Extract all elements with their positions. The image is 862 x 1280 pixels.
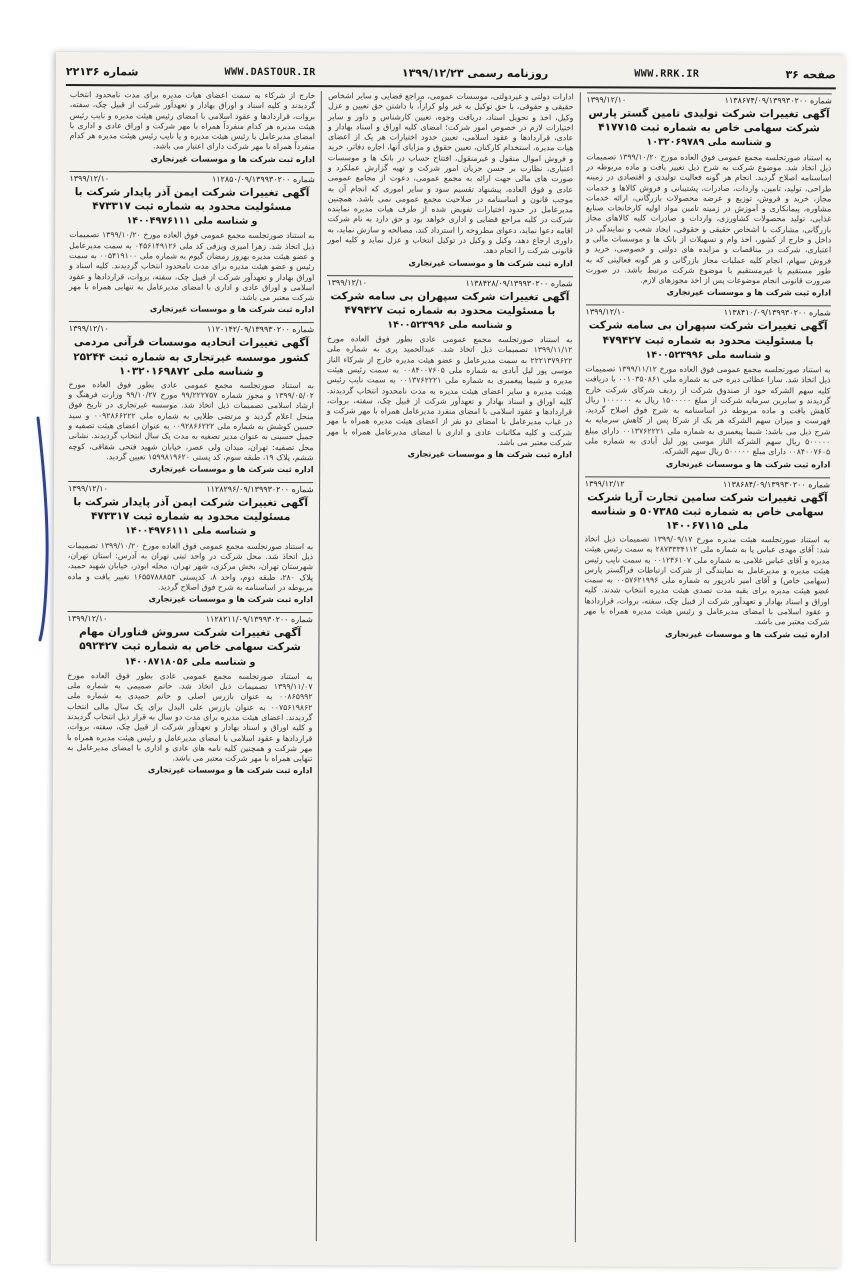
page-header: [66, 58, 836, 89]
notice-footer: اداره ثبت شرکت ها و موسسات غیرتجاری: [665, 459, 831, 469]
page-number: صفحه ۳۶: [785, 67, 836, 81]
notice-footer: اداره ثبت شرکت ها و موسسات غیرتجاری: [408, 258, 573, 268]
notice-date: ۱۳۹۹/۱۲/۱۰: [68, 484, 108, 494]
notice-date: ۱۳۹۹/۱۲/۱۰: [67, 614, 108, 624]
notice-title: آگهی تغییرات شرکت سپهران بی سامه شرکت با مسئولیت محدود به شماره ثبت ۴۷۹۴۲۷: [330, 289, 570, 317]
notice-meta: [69, 171, 314, 184]
notice-footer: اداره ثبت شرکت ها و موسسات غیرتجاری: [666, 288, 831, 298]
column-right: [574, 92, 837, 1243]
notice-block: [327, 275, 573, 460]
notice-block: [584, 476, 830, 639]
notice-number: شماره ۱۱۲۸۲۹۶/۰۹/۱۳۹۹۳۰۲۰۰: [206, 484, 314, 495]
notice-title: آگهی تغییرات شرکت ایمن آذر پایدار شرکت با مسئولیت محدود به شماره ثبت ۴۷۳۳۱۷: [74, 185, 310, 213]
notice-block: [70, 90, 316, 164]
notice-number: شماره ۱۱۲۸۲۱۱/۰۹/۱۳۹۹۳۰۲۰۰: [205, 614, 313, 625]
notice-date: ۱۳۹۹/۱۲/۱۰: [327, 277, 368, 287]
notice-number: شماره ۱۱۲۸۵۰/۰۹/۱۳۹۹۳۰۲۰۰: [211, 174, 315, 184]
notice-number: شماره ۱۱۳۸۴۱۰/۰۹/۱۳۹۹۳۰۲۰۰: [723, 308, 831, 318]
notice-date: ۱۳۹۹/۱۲/۱۰: [586, 95, 627, 105]
notice-footer: اداره ثبت شرکت ها و موسسات غیرتجاری: [148, 594, 313, 605]
notice-date: ۱۳۹۹/۱۲/۱۲: [584, 478, 625, 489]
column-middle: [316, 91, 579, 1242]
notice-date: ۱۳۹۹/۱۲/۱۰: [69, 173, 110, 183]
notice-subtitle: و شناسه ملی ۱۴۰۰۸۷۱۸۰۵۶: [124, 655, 256, 668]
newspaper-page: [51, 52, 846, 1267]
notice-number: شماره ۱۱۳۸۶۸۴/۰۹/۱۳۹۹۳۰۲۰۰: [722, 479, 831, 489]
notice-body: به استناد صورتجلسه هیئت مدیره مورخ ۱۳۹۹/۰۹/۱۷ تصمیمات ذیل اتخاذ شد: آقای مهدی عباس پا به شماره ملی ۲۸۷۳۳۳۴۱۱۲ به سمت رئیس هیئت مدیره و آقای عباس غلامی به شماره ملی ۰۰۱۲۴۶۱۰۷ به سمت نایب رئیس هیئت مدیره و مدیرعامل به نمایندگی از شرکت ارتباطات فراگستر پارس (سهامی خاص) و آقای امیر نادرپور به شماره ملی ۰۰۵۷۶۲۱۹۹۶ به سمت عضو هیئت مدیره برای بقیه مدت تصدی هیئت مدیره انتخاب شدند. کلیه اوراق و اسناد بهادار و تعهدآور شرکت از قبیل چک، سفته، بروات، قراردادها و عقود اسلامی با امضای مدیرعامل و رئیس هیئت مدیره همراه با مهر شرکت معتبر می باشد.: [584, 534, 830, 627]
notice-title: آگهی تغییرات شرکت سروش فناوران مهام شرکت سهامی خاص به شماره ثبت ۵۹۲۴۲۷: [79, 626, 302, 654]
notice-body: به استناد صورتجلسه مجمع عمومی عادی بطور فوق العاده مورخ ۱۳۹۹/۰۵/۰۲ و مجوز شماره ۹۹/۲۲۲۷۵۷ مورخ ۹۹/۱۰/۲۷ وزارت فرهنگ و ارشاد اسلامی تصمیمات ذیل اتخاذ شد. موسسه غیرتجاری در تاریخ فوق منحل اعلام گردید و مرتضی طلایی به شماره ملی ۰۰۹۲۸۶۶۲۲۲ و سید حسین کوشش به شماره ملی ۰۰۹۲۸۶۶۲۲۲ به عنوان اعضای هیئت تصفیه و جمیل حسینی به عنوان مدیر تصفیه به مدت یک سال انتخاب گردیدند. نشانی محل تصفیه: تهران، میدان ولی عصر، خیابان شهید فتحی شقاقی، کوچه ششم، پلاک ۱۹، طبقه سوم، کد پستی ۱۵۹۹۸۱۹۶۲۰ تعیین گردید.: [68, 379, 314, 462]
notice-footer: اداره ثبت شرکت ها و موسسات غیرتجاری: [147, 765, 313, 776]
notice-block: [585, 305, 831, 469]
notice-footer: اداره ثبت شرکت ها و موسسات غیرتجاری: [665, 629, 830, 639]
notice-block: [68, 481, 314, 604]
notice-subtitle: و شناسه ملی ۱۴۰۰۵۲۳۹۹۶: [387, 319, 513, 331]
column-left: [59, 90, 321, 1241]
notice-meta: [69, 321, 314, 334]
notice-title: آگهی تغییرات شرکت سپهران بی سامه شرکت با مسئولیت محدود به شماره ثبت ۴۷۹۴۲۷: [588, 319, 828, 347]
notice-block: [327, 91, 573, 268]
notice-body: ادارات دولتی و غیردولتی، موسسات عمومی، مراجع قضایی و سایر اشخاص حقیقی و حقوقی، با حق توکیل به غیر ولو کراراً، با داشتن حق تعیین و عزل وکیل، اخذ و تحویل اسناد، دریافت وجوه، تعیین کارشناس و داور و سایر اختیارات لازم در خصوص امور شرکت؛ امضای کلیه اوراق و اسناد بهادار و عادی، قراردادها و عقود اسلامی، تعیین حدود اختیارات هر یک از اعضای هیات مدیره، استخدام کارکنان، تعیین حقوق و مزایای آنها، اجاره دفاتر، خرید و فروش اموال منقول و غیرمنقول، افتتاح حساب در بانک ها و موسسات اعتباری، نظارت بر حسن جریان امور شرکت و تهیه گزارش عملکرد و صورت های مالی جهت ارائه به مجمع عمومی، دعوت از مجامع عمومی عادی و فوق العاده، پیشنهاد تقسیم سود و سایر اموری که انجام آن به موجب قانون و اساسنامه در صلاحیت مجمع عمومی نمی باشد. همچنین مدیرعامل در حدود اختیارات تفویض شده از طرف هیات مدیره نماینده شرکت در کلیه مراجع قضایی و اداری خواهد بود و حق دارد به نام شرکت اقامه دعوا نماید، دعوای مطروحه را استرداد کند، مصالحه و سازش نماید، به داوری ارجاع دهد، وکیل و وکیل در توکیل انتخاب و عزل نماید و کلیه امور قانونی شرکت را انجام دهد.: [327, 91, 574, 256]
columns-container: [59, 90, 838, 1243]
notice-body: به استناد صورتجلسه مجمع عمومی فوق العاده مورخ ۱۳۹۹/۱۰/۲۰ تصمیمات ذیل اتخاذ شد. محل شرکت در واحد ثبتی تهران به آدرس: استان تهران، شهرستان تهران، بخش مرکزی، شهر تهران، محله ابوذر، خیابان شهید حمید، پلاک ۲۸۰، طبقه دوم، واحد ۸، کدپستی ۱۶۵۵۷۸۸۸۵۳ تغییر یافت و ماده مربوطه در اساسنامه به شرح فوق اصلاح گردید.: [67, 540, 314, 593]
notice-block: [68, 321, 314, 474]
notice-footer: اداره ثبت شرکت ها و موسسات غیرتجاری: [150, 154, 315, 164]
notice-subtitle: و شناسه ملی ۱۴۰۰۴۹۷۶۱۱۱: [125, 525, 257, 538]
notice-title: آگهی تغییرات شرکت ایمن آذر پایدار شرکت با مسئولیت محدود به شماره ثبت ۴۷۳۳۱۷: [73, 496, 309, 524]
notice-subtitle: و شناسه ملی ۱۴۰۰۵۲۳۹۹۶: [645, 349, 771, 361]
notice-footer: اداره ثبت شرکت ها و موسسات غیرتجاری: [407, 449, 572, 460]
notice-title: آگهی تغییرات اتحادیه موسسات قرآنی مردمی کشور موسسه غیرتجاری به شماره ثبت ۲۵۲۴۴ و شناسه ملی ۱۰۳۲۰۱۶۹۸۷۲: [73, 336, 310, 378]
notice-meta: [586, 92, 831, 105]
notice-subtitle: و شناسه ملی ۱۴۰۰۴۹۷۶۱۱۱: [126, 215, 258, 227]
notice-date: ۱۳۹۹/۱۲/۱۰: [585, 307, 626, 317]
notice-body: به استناد صورتجلسه مجمع عمومی عادی بطور فوق العاده مورخ ۱۳۹۹/۱۱/۰۷ تصمیمات ذیل اتخاذ شد. حاتم صمیمی به شماره ملی ۰۰۸۶۵۹۹۲ به عنوان بازرس اصلی و حاتم حمیدی به شماره ملی ۰۰۷۵۶۱۹۸۶۲ به عنوان بازرس علی البدل برای یک سال مالی انتخاب گردیدند. اعضای هیئت مدیره برای مدت دو سال به قرار ذیل انتخاب گردیدند و کلیه اوراق و اسناد بهادار و تعهدآور شرکت از قبیل چک، سفته، بروات، قراردادها و عقود اسلامی با امضای مدیرعامل و رئیس هیئت مدیره همراه با مهر شرکت و همچنین کلیه نامه های عادی و اداری با امضای مدیرعامل به تنهایی همراه با مهر شرکت معتبر می باشد.: [66, 670, 313, 764]
notice-block: [67, 611, 313, 775]
notice-block: [69, 171, 315, 315]
notice-footer: اداره ثبت شرکت ها و موسسات غیرتجاری: [149, 304, 315, 315]
notice-block: [586, 92, 832, 297]
notice-number: شماره ۱۱۳۸۴۲۸/۰۹/۱۳۹۹۳۰۲۰۰: [465, 278, 573, 288]
site-url-left[interactable]: WWW.DASTOUR.IR: [224, 66, 316, 78]
notice-body: خارج از شرکاء به سمت اعضای هیات مدیره برای مدت نامحدود انتخاب گردیدند و کلیه اسناد و اوراق بهادار و تعهدآور شرکت از قبیل چک، سفته، بروات، قراردادها و عقود اسلامی با امضای رئیس هیئت مدیره و نایب رئیس هیئت مدیره هر کدام منفرداً همراه با مهر شرکت و اوراق عادی و اداری با امضای مدیرعامل یا رئیس هیئت مدیره و یا نایب رئیس هیئت مدیره هر کدام منفرداً همراه با مهر شرکت دارای اعتبار می باشد.: [69, 90, 316, 152]
notice-footer: اداره ثبت شرکت ها و موسسات غیرتجاری: [149, 464, 314, 475]
notice-body: به استناد صورتجلسه مجمع عمومی فوق العاده مورخ ۱۳۹۹/۱۰/۲۰ تصمیمات ذیل اتخاذ شد. زهرا امیری ویزقی کد ملی ۰۴۵۶۱۴۹۱۲۶ به سمت مدیرعامل و عضو هیئت مدیره بهروز رمضان گیوم به شماره ملی ۰۰۵۴۱۹۱۰۰ به سمت رئیس و عضو هیئت مدیره برای مدت نامحدود انتخاب گردیدند. کلیه اسناد و اوراق بهادار و تعهدآور شرکت از قبیل چک، سفته، بروات، قراردادها و عقود اسلامی و اوراق عادی و اداری با امضای مدیرعامل به تنهایی همراه با مهر شرکت معتبر می باشد.: [68, 230, 315, 303]
notice-number: شماره ۱۱۳۸۶۷۴/۰۹/۱۳۹۹۳۰۲۰۰: [724, 95, 832, 106]
notice-number: شماره ۱۱۲۰۱۴۲/۰۹/۱۳۹۹۳۰۲۰۰: [207, 325, 315, 335]
notice-body: به استناد صورتجلسه مجمع عمومی فوق العاده مورخ ۱۳۹۹/۱۰/۲۰ تصمیمات ذیل اتخاذ شد. موضوع شرکت به شرح ذیل تغییر یافت و ماده مربوطه در اساسنامه اصلاح گردید. انجام هر گونه فعالیت تولیدی و اقتصادی در زمینه طراحی، تولید، تامین، واردات، صادرات، پشتیبانی و فروش کالاها و خدمات مجاز، خرید و فروش، توزیع و عرضه محصولات بازرگانی، ارائه خدمات مشاوره، پیمانکاری و آموزش در زمینه تامین مواد اولیه کارخانجات صنایع غذایی، تولید محصولات کشاورزی، واردات و صادرات کلیه کالاهای مجاز بازرگانی، مشارکت با اشخاص حقیقی و حقوقی، ایجاد شعب و نمایندگی در داخل و خارج از کشور، اخذ وام و تسهیلات از بانک ها و موسسات مالی و اعتباری، شرکت در مناقصات و مزایده های دولتی و خصوصی، خرید و فروش سهام، انجام کلیه عملیات مجاز بازرگانی و هر گونه فعالیتی که به طور مستقیم یا غیرمستقیم با موضوع شرکت مرتبط باشد. در صورت ضرورت قانونی انجام موضوعات پس از اخذ مجوزهای لازم.: [585, 152, 832, 286]
notice-meta: [68, 611, 313, 624]
notice-meta: [327, 275, 572, 288]
notice-title: آگهی تغییرات شرکت سامین تجارت آریا شرکت سهامی خاص به شماره ثبت ۵۰۷۳۸۵ و شناسه ملی ۱۴۰۰۶۷۱۱۵: [587, 490, 828, 532]
issue-number: شماره ۲۲۱۳۶: [65, 64, 139, 78]
notice-meta: [586, 305, 831, 318]
notice-title: آگهی تغییرات شرکت تولیدی تامین گستر پارس شرکت سهامی خاص به شماره ثبت ۴۱۷۷۱۵: [588, 107, 830, 135]
newspaper-title: روزنامه رسمی ۱۳۹۹/۱۲/۲۳: [401, 66, 549, 80]
notice-date: ۱۳۹۹/۱۲/۱۰: [68, 324, 109, 334]
notice-meta: [68, 481, 313, 494]
notice-subtitle: و شناسه ملی ۱۰۳۲۰۶۹۷۸۹: [646, 136, 772, 149]
notice-meta: [585, 476, 830, 489]
notice-body: به استناد صورتجلسه مجمع عمومی عادی بطور فوق العاده مورخ ۱۳۹۹/۱۱/۱۲ تصمیمات ذیل اتخاذ شد. عبدالحمید پری به شماره ملی ۲۲۲۱۳۷۹۶۲۲ به سمت مدیرعامل و عضو هیئت مدیره خارج از شرکاء الناز موسی پور لیل آبادی به شماره ملی ۰۰۸۴۰۰۷۶۰۵ به سمت رئیس هیئت مدیره و شیما پیغمبری به شماره ملی ۰۰۱۳۷۶۲۲۲۱ به سمت نایب رئیس هیئت مدیره و سایر اعضای هیئت مدیره به مدت نامحدود انتخاب گردیدند. کلیه اوراق و اسناد بهادار و تعهدآور شرکت از قبیل چک، سفته، بروات، قراردادها و عقود اسلامی با امضای منفرد مدیرعامل همراه با مهر شرکت و در غیاب مدیرعامل با امضای دو نفر از اعضای هیئت مدیره همراه با مهر شرکت و کلیه مکاتبات عادی و اداری با امضای مدیرعامل همراه با مهر شرکت معتبر می باشد.: [326, 334, 573, 448]
notice-body: به استناد صورتجلسه مجمع عمومی فوق العاده مورخ ۱۳۹۹/۱۱/۱۲ تصمیمات ذیل اتخاذ شد. سارا عطائی دیره جی به شماره ملی ۰۰۱۰۳۵۰۸۶۱ با دریافت کلیه سهم الشرکه خود از صندوق شرکت از ردیف شرکای شرکت خارج گردیدند و سایرین سرمایه شرکت از مبلغ ۱۵۰۰۰۰۰ ریال به ۱۰۰۰۰۰۰ ریال کاهش یافت و ماده مربوطه در اساسنامه به شرح فوق اصلاح گردید. فهرست و میزان سهم الشرکه هر یک از شرکا پس از کاهش سرمایه به شرح ذیل می باشد: شیما پیغمبری به شماره ملی ۰۰۱۳۷۶۲۲۲۱ دارای مبلغ ۵۰۰۰۰۰ ریال سهم الشرکه الناز موسی پور لیل آبادی به شماره ملی ۰۰۸۴۰۰۷۶۰۵ دارای مبلغ ۵۰۰۰۰۰ ریال سهم الشرکه.: [584, 364, 831, 457]
site-url-right[interactable]: WWW.RRK.IR: [634, 68, 700, 80]
